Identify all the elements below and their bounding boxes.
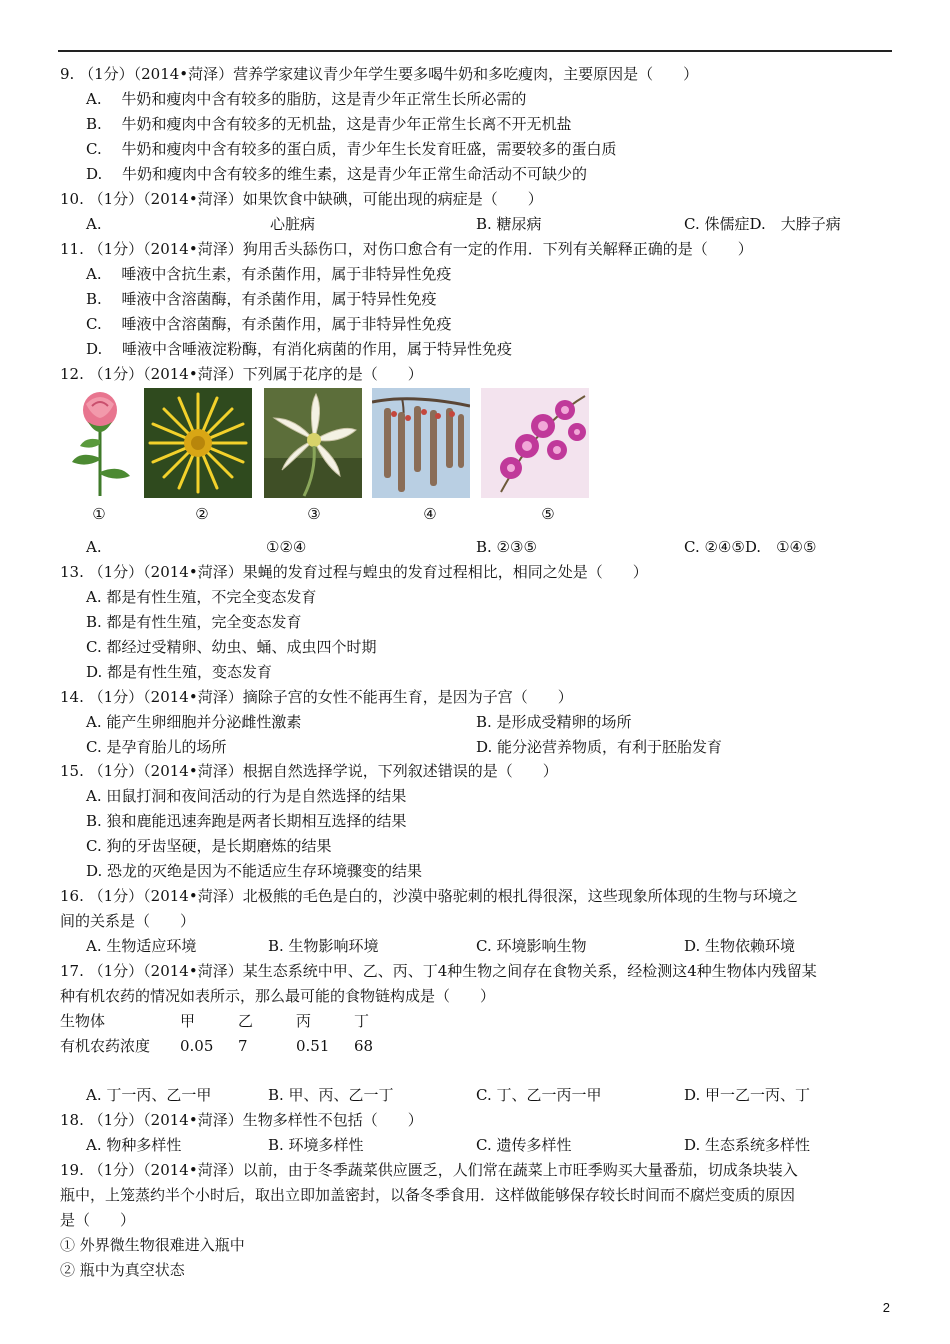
q16-option-c: C. 环境影响生物 — [476, 937, 587, 955]
table-cell-ding: 68 — [354, 1037, 374, 1055]
table-header-label: 生物体 — [60, 1012, 106, 1030]
q14-option-b: B. 是形成受精卵的场所 — [476, 713, 632, 731]
table-cell-bing: 0.51 — [296, 1037, 330, 1055]
table-header-bing: 丙 — [296, 1012, 312, 1030]
image-caption-1: ① — [92, 505, 106, 523]
q12-option-cd: C. ②④⑤D. ①④⑤ — [684, 538, 817, 556]
q14-stem: 14. （1分）（2014•菏泽）摘除子宫的女性不能再生育，是因为子宫（ ） — [60, 688, 573, 706]
table-header-yi: 乙 — [238, 1012, 254, 1030]
q12-option-a-text: ①②④ — [266, 538, 307, 556]
q9-option-b: B. 牛奶和瘦肉中含有较多的无机盐，这是青少年正常生长离不开无机盐 — [86, 115, 572, 133]
q15-option-a: A. 田鼠打洞和夜间活动的行为是自然选择的结果 — [86, 787, 407, 805]
q9-option-d: D. 牛奶和瘦肉中含有较多的维生素，这是青少年正常生命活动不可缺少的 — [86, 165, 588, 183]
image-caption-4: ④ — [423, 505, 437, 523]
q9-stem: 9. （1分）（2014•菏泽）营养学家建议青少年学生要多喝牛奶和多吃瘦肉，主要原因是（ ） — [60, 65, 699, 83]
q19-statement-2: ② 瓶中为真空状态 — [60, 1261, 185, 1279]
q19-stem-line3: 是（ ） — [60, 1211, 136, 1229]
q10-option-cd: C. 侏儒症D. 大脖子病 — [684, 215, 841, 233]
catkin-inflorescence-image — [372, 388, 470, 498]
q19-stem-line1: 19. （1分）（2014•菏泽）以前，由于冬季蔬菜供应匮乏，人们常在蔬菜上市旺季购买大量番茄，切成条块装入 — [60, 1161, 798, 1179]
q18-option-d: D. 生态系统多样性 — [684, 1136, 811, 1154]
q10-stem: 10. （1分）（2014•菏泽）如果饮食中缺碘，可能出现的病症是（ ） — [60, 190, 543, 208]
q13-option-d: D. 都是有性生殖，变态发育 — [86, 663, 273, 681]
rose-flower-image — [62, 388, 138, 498]
table-row-label: 有机农药浓度 — [60, 1037, 151, 1055]
q10-option-a-text: 心脏病 — [270, 215, 316, 233]
q10-option-b: B. 糖尿病 — [476, 215, 542, 233]
q16-stem-line1: 16. （1分）（2014•菏泽）北极熊的毛色是白的，沙漠中骆驼刺的根扎得很深，这些现象所体现的生物与环境之 — [60, 887, 798, 905]
q12-stem: 12. （1分）（2014•菏泽）下列属于花序的是（ ） — [60, 365, 423, 383]
header-rule — [58, 50, 892, 52]
q13-option-b: B. 都是有性生殖，完全变态发育 — [86, 613, 302, 631]
image-caption-3: ③ — [307, 505, 321, 523]
q9-option-c: C. 牛奶和瘦肉中含有较多的蛋白质，青少年生长发育旺盛，需要较多的蛋白质 — [86, 140, 617, 158]
q17-option-a: A. 丁一丙、乙一甲 — [86, 1086, 212, 1104]
q16-option-b: B. 生物影响环境 — [268, 937, 379, 955]
q14-option-d: D. 能分泌营养物质，有利于胚胎发育 — [476, 738, 723, 756]
orchid-image — [481, 388, 589, 498]
q11-option-d: D. 唾液中含唾液淀粉酶，有消化病菌的作用，属于特异性免疫 — [86, 340, 513, 358]
q11-option-c: C. 唾液中含溶菌酶，有杀菌作用，属于非特异性免疫 — [86, 315, 452, 333]
q18-option-b: B. 环境多样性 — [268, 1136, 364, 1154]
q19-stem-line2: 瓶中，上笼蒸约半个小时后，取出立即加盖密封，以备冬季食用．这样做能够保存较长时间而不腐烂变质的原因 — [60, 1186, 796, 1204]
q14-option-c: C. 是孕育胎儿的场所 — [86, 738, 227, 756]
q15-option-d: D. 恐龙的灭绝是因为不能适应生存环境骤变的结果 — [86, 862, 423, 880]
q15-option-c: C. 狗的牙齿坚硬，是长期磨炼的结果 — [86, 837, 332, 855]
q18-option-c: C. 遗传多样性 — [476, 1136, 572, 1154]
table-header-jia: 甲 — [180, 1012, 196, 1030]
q11-stem: 11. （1分）（2014•菏泽）狗用舌头舔伤口，对伤口愈合有一定的作用．下列有关解释正确的是（ ） — [60, 240, 753, 258]
q18-stem: 18. （1分）（2014•菏泽）生物多样性不包括（ ） — [60, 1111, 423, 1129]
q11-option-a: A. 唾液中含抗生素，有杀菌作用，属于非特异性免疫 — [86, 265, 452, 283]
q13-stem: 13. （1分）（2014•菏泽）果蝇的发育过程与蝗虫的发育过程相比，相同之处是（ ） — [60, 563, 648, 581]
q18-option-a: A. 物种多样性 — [86, 1136, 182, 1154]
q15-stem: 15. （1分）（2014•菏泽）根据自然选择学说，下列叙述错误的是（ ） — [60, 762, 558, 780]
q11-option-b: B. 唾液中含溶菌酶，有杀菌作用，属于特异性免疫 — [86, 290, 437, 308]
q17-option-b: B. 甲、丙、乙一丁 — [268, 1086, 394, 1104]
q17-option-c: C. 丁、乙一丙一甲 — [476, 1086, 602, 1104]
q16-option-a: A. 生物适应环境 — [86, 937, 197, 955]
q16-option-d: D. 生物依赖环境 — [684, 937, 796, 955]
q17-stem-line2: 种有机农药的情况如表所示，那么最可能的食物链构成是（ ） — [60, 987, 496, 1005]
table-cell-jia: 0.05 — [180, 1037, 214, 1055]
q19-statement-1: ① 外界微生物很难进入瓶中 — [60, 1236, 245, 1254]
q17-stem-line1: 17. （1分）（2014•菏泽）某生态系统中甲、乙、丙、丁4种生物之间存在食物关系，经检测这4种生物体内残留某 — [60, 962, 817, 980]
q16-stem-line2: 间的关系是（ ） — [60, 912, 196, 930]
q15-option-b: B. 狼和鹿能迅速奔跑是两者长期相互选择的结果 — [86, 812, 407, 830]
image-caption-5: ⑤ — [541, 505, 555, 523]
table-cell-yi: 7 — [238, 1037, 248, 1055]
image-caption-2: ② — [195, 505, 209, 523]
q14-option-a: A. 能产生卵细胞并分泌雌性激素 — [86, 713, 302, 731]
q9-option-a: A. 牛奶和瘦肉中含有较多的脂肪，这是青少年正常生长所必需的 — [86, 90, 527, 108]
chrysanthemum-image — [144, 388, 252, 498]
q13-option-c: C. 都经过受精卵、幼虫、蛹、成虫四个时期 — [86, 638, 377, 656]
white-flower-image — [264, 388, 362, 498]
q13-option-a: A. 都是有性生殖，不完全变态发育 — [86, 588, 317, 606]
page-number: 2 — [882, 1300, 890, 1315]
table-header-ding: 丁 — [354, 1012, 370, 1030]
q17-option-d: D. 甲一乙一丙、丁 — [684, 1086, 811, 1104]
q12-option-a-letter: A. — [86, 538, 102, 556]
q12-option-b: B. ②③⑤ — [476, 538, 537, 556]
q10-option-a-letter: A. — [86, 215, 102, 233]
